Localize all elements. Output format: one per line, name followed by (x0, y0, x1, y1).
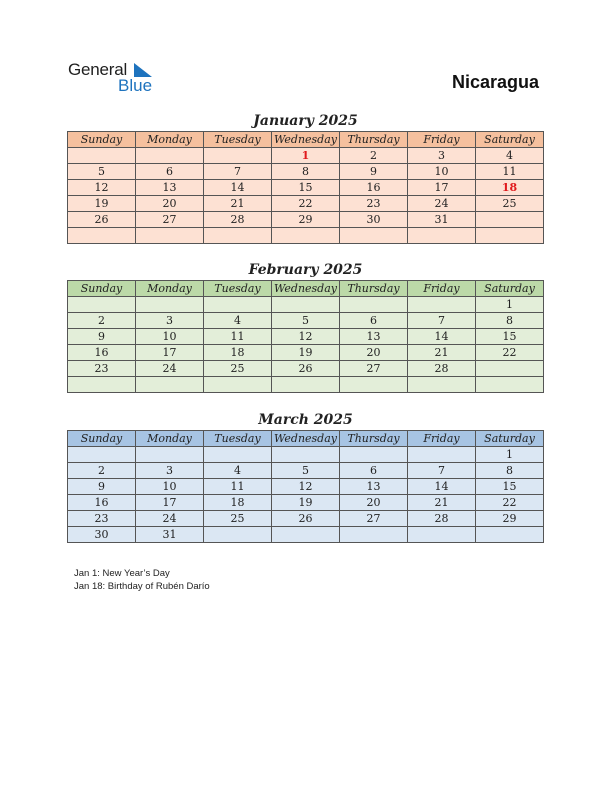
day-cell: 13 (136, 180, 204, 196)
day-cell: 5 (272, 313, 340, 329)
weekday-header: Tuesday (204, 132, 272, 148)
day-cell: 30 (340, 212, 408, 228)
day-cell: 15 (476, 479, 544, 495)
weekday-header-row (68, 281, 544, 297)
day-cell: 29 (476, 511, 544, 527)
weekday-header: Sunday (68, 431, 136, 447)
month-title: March 2025 (258, 412, 353, 428)
day-cell (340, 527, 408, 543)
day-cell: 8 (476, 313, 544, 329)
day-cell (272, 228, 340, 244)
day-cell: 22 (476, 495, 544, 511)
day-cell: 6 (340, 463, 408, 479)
day-cell: 28 (204, 212, 272, 228)
day-cell (272, 447, 340, 463)
day-cell (136, 377, 204, 393)
day-cell: 4 (204, 463, 272, 479)
day-cell: 13 (340, 329, 408, 345)
weekday-header: Sunday (68, 281, 136, 297)
day-cell: 9 (68, 479, 136, 495)
week-row (68, 447, 544, 463)
day-cell: 2 (340, 148, 408, 164)
day-cell (136, 148, 204, 164)
day-cell: 12 (272, 329, 340, 345)
day-cell: 12 (272, 479, 340, 495)
week-row (68, 463, 544, 479)
day-cell (272, 527, 340, 543)
day-cell: 12 (68, 180, 136, 196)
holiday-item: Jan 1: New Year’s Day (74, 568, 170, 579)
day-cell: 20 (340, 345, 408, 361)
day-cell (204, 527, 272, 543)
day-cell (136, 297, 204, 313)
day-cell: 17 (136, 345, 204, 361)
day-cell: 4 (204, 313, 272, 329)
day-cell (68, 377, 136, 393)
day-cell: 9 (68, 329, 136, 345)
weekday-header: Thursday (340, 132, 408, 148)
day-cell: 23 (340, 196, 408, 212)
day-cell (68, 297, 136, 313)
country-title: Nicaragua (451, 72, 539, 92)
day-cell: 19 (272, 495, 340, 511)
weekday-header: Monday (136, 431, 204, 447)
day-cell: 19 (68, 196, 136, 212)
month-title: February 2025 (248, 262, 363, 278)
day-cell: 5 (272, 463, 340, 479)
holiday-item: Jan 18: Birthday of Rubén Darío (74, 581, 210, 592)
day-cell: 20 (340, 495, 408, 511)
day-cell: 8 (476, 463, 544, 479)
week-row (68, 511, 544, 527)
day-cell: 13 (340, 479, 408, 495)
day-cell: 24 (136, 511, 204, 527)
holiday-list (74, 567, 210, 593)
day-cell: 3 (408, 148, 476, 164)
week-row (68, 479, 544, 495)
day-cell: 23 (68, 361, 136, 377)
week-row (68, 164, 544, 180)
day-cell (136, 228, 204, 244)
day-cell: 9 (340, 164, 408, 180)
week-row (68, 527, 544, 543)
day-cell: 31 (408, 212, 476, 228)
day-cell (408, 377, 476, 393)
day-cell: 27 (136, 212, 204, 228)
generalblue-logo (68, 60, 168, 96)
weekday-header: Tuesday (204, 431, 272, 447)
day-cell: 20 (136, 196, 204, 212)
day-cell: 11 (476, 164, 544, 180)
day-cell (476, 228, 544, 244)
day-cell (204, 148, 272, 164)
day-cell: 21 (408, 495, 476, 511)
day-cell: 21 (408, 345, 476, 361)
week-row (68, 297, 544, 313)
weekday-header-row (68, 132, 544, 148)
day-cell: 10 (136, 479, 204, 495)
week-row (68, 329, 544, 345)
day-cell (272, 297, 340, 313)
day-cell: 26 (272, 361, 340, 377)
weekday-header: Thursday (340, 281, 408, 297)
day-cell: 19 (272, 345, 340, 361)
day-cell: 28 (408, 361, 476, 377)
day-cell: 15 (272, 180, 340, 196)
day-cell (204, 447, 272, 463)
day-cell: 27 (340, 511, 408, 527)
day-cell: 25 (204, 511, 272, 527)
day-cell (408, 447, 476, 463)
day-cell (340, 228, 408, 244)
day-cell: 3 (136, 313, 204, 329)
day-cell: 10 (136, 329, 204, 345)
day-cell: 21 (204, 196, 272, 212)
day-cell: 17 (408, 180, 476, 196)
logo-word-blue: Blue (118, 76, 153, 95)
weekday-header: Wednesday (272, 281, 340, 297)
day-cell: 6 (340, 313, 408, 329)
weekday-header: Saturday (476, 281, 544, 297)
calendar-table (67, 280, 544, 393)
day-cell (204, 228, 272, 244)
day-cell: 31 (136, 527, 204, 543)
week-row (68, 361, 544, 377)
weekday-header: Monday (136, 132, 204, 148)
day-cell (408, 228, 476, 244)
day-cell: 1 (272, 148, 340, 164)
day-cell: 25 (204, 361, 272, 377)
day-cell: 16 (340, 180, 408, 196)
weekday-header: Monday (136, 281, 204, 297)
day-cell (68, 148, 136, 164)
day-cell: 28 (408, 511, 476, 527)
weekday-header: Saturday (476, 431, 544, 447)
day-cell: 14 (408, 329, 476, 345)
logo-word-general: General (68, 60, 128, 79)
day-cell: 30 (68, 527, 136, 543)
day-cell: 4 (476, 148, 544, 164)
day-cell: 15 (476, 329, 544, 345)
day-cell (204, 297, 272, 313)
weekday-header: Tuesday (204, 281, 272, 297)
day-cell (340, 377, 408, 393)
day-cell: 6 (136, 164, 204, 180)
day-cell: 2 (68, 463, 136, 479)
week-row (68, 495, 544, 511)
weekday-header: Friday (408, 132, 476, 148)
day-cell: 23 (68, 511, 136, 527)
day-cell: 17 (136, 495, 204, 511)
day-cell (136, 447, 204, 463)
week-row (68, 212, 544, 228)
day-cell: 3 (136, 463, 204, 479)
day-cell (340, 297, 408, 313)
month-title: January 2025 (253, 113, 358, 129)
day-cell (340, 447, 408, 463)
weekday-header: Friday (408, 281, 476, 297)
day-cell: 10 (408, 164, 476, 180)
day-cell: 11 (204, 479, 272, 495)
day-cell: 14 (204, 180, 272, 196)
weekday-header: Wednesday (272, 132, 340, 148)
day-cell: 7 (408, 313, 476, 329)
day-cell (272, 377, 340, 393)
day-cell (204, 377, 272, 393)
weekday-header: Saturday (476, 132, 544, 148)
day-cell: 11 (204, 329, 272, 345)
week-row (68, 228, 544, 244)
day-cell (68, 228, 136, 244)
week-row (68, 377, 544, 393)
day-cell: 7 (204, 164, 272, 180)
day-cell (408, 297, 476, 313)
day-cell: 8 (272, 164, 340, 180)
day-cell: 2 (68, 313, 136, 329)
weekday-header: Wednesday (272, 431, 340, 447)
week-row (68, 196, 544, 212)
day-cell (476, 361, 544, 377)
day-cell: 16 (68, 345, 136, 361)
day-cell: 18 (476, 180, 544, 196)
day-cell: 1 (476, 447, 544, 463)
day-cell: 7 (408, 463, 476, 479)
day-cell: 1 (476, 297, 544, 313)
week-row (68, 345, 544, 361)
day-cell: 27 (340, 361, 408, 377)
week-row (68, 313, 544, 329)
day-cell: 16 (68, 495, 136, 511)
calendar-table (67, 430, 544, 543)
day-cell (476, 527, 544, 543)
day-cell: 26 (68, 212, 136, 228)
week-row (68, 148, 544, 164)
weekday-header-row (68, 431, 544, 447)
logo-triangle-icon (134, 63, 152, 77)
day-cell: 22 (272, 196, 340, 212)
calendar-table (67, 131, 544, 244)
day-cell: 14 (408, 479, 476, 495)
weekday-header: Thursday (340, 431, 408, 447)
day-cell: 18 (204, 345, 272, 361)
day-cell (476, 377, 544, 393)
day-cell: 26 (272, 511, 340, 527)
month-january (67, 111, 544, 244)
day-cell: 22 (476, 345, 544, 361)
day-cell: 18 (204, 495, 272, 511)
month-march (67, 410, 544, 543)
day-cell: 5 (68, 164, 136, 180)
day-cell: 24 (408, 196, 476, 212)
month-february (67, 260, 544, 393)
day-cell: 29 (272, 212, 340, 228)
day-cell (476, 212, 544, 228)
weekday-header: Friday (408, 431, 476, 447)
day-cell: 25 (476, 196, 544, 212)
day-cell (408, 527, 476, 543)
day-cell (68, 447, 136, 463)
weekday-header: Sunday (68, 132, 136, 148)
week-row (68, 180, 544, 196)
day-cell: 24 (136, 361, 204, 377)
